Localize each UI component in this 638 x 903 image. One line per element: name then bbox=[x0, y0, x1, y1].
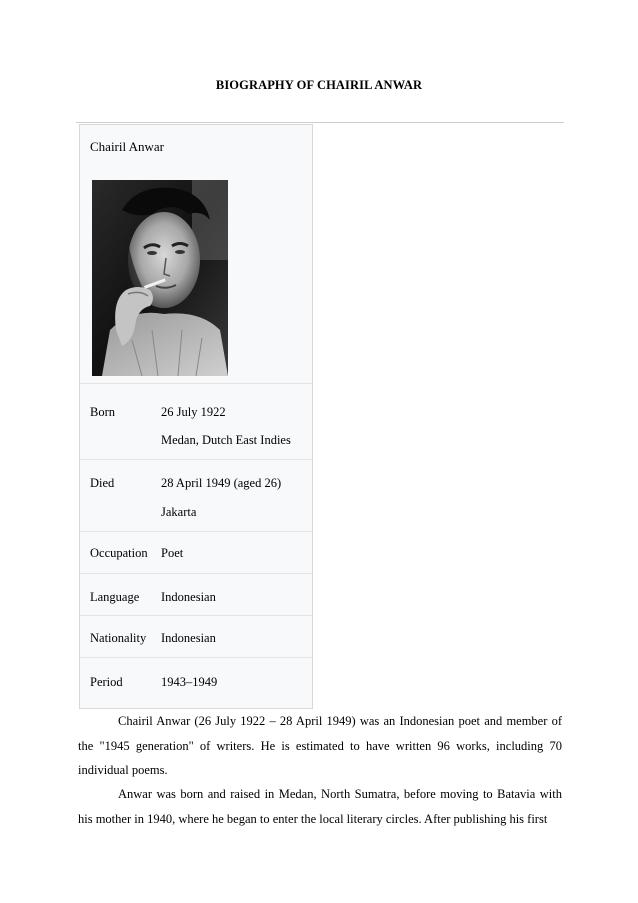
infobox-divider bbox=[80, 383, 312, 384]
infobox-divider bbox=[80, 573, 312, 574]
infobox-value-occupation: Poet bbox=[161, 546, 184, 560]
infobox-label-nationality: Nationality bbox=[90, 631, 147, 645]
body-paragraph bbox=[78, 709, 562, 783]
body-paragraph bbox=[78, 782, 562, 831]
infobox-value-born-date: 26 July 1922 bbox=[161, 405, 226, 419]
infobox-divider bbox=[80, 459, 312, 460]
infobox-value-born-place: Medan, Dutch East Indies bbox=[161, 433, 291, 447]
infobox-label-died: Died bbox=[90, 476, 115, 490]
infobox-value-died-date: 28 April 1949 (aged 26) bbox=[161, 476, 282, 490]
infobox-label-occupation: Occupation bbox=[90, 546, 148, 560]
infobox-divider bbox=[80, 657, 312, 658]
infobox-value-period: 1943–1949 bbox=[161, 675, 218, 689]
infobox bbox=[79, 124, 313, 709]
infobox-name: Chairil Anwar bbox=[90, 139, 165, 154]
page-title: BIOGRAPHY OF CHAIRIL ANWAR bbox=[215, 78, 423, 92]
infobox-label-language: Language bbox=[90, 590, 140, 604]
infobox-label-period: Period bbox=[90, 675, 123, 689]
portrait-photo bbox=[92, 180, 228, 376]
infobox-label-born: Born bbox=[90, 405, 115, 419]
body-paragraph-text: Anwar was born and raised in Medan, North Sumatra, before moving to Batavia with his mother in 1940, where he began to enter the local literary circles. After publishing his first bbox=[78, 787, 562, 826]
body-paragraph-text: Chairil Anwar (26 July 1922 – 28 April 1949) was an Indonesian poet and member of the "1945 generation" of writers. He is estimated to have written 96 works, including 70 individual poems. bbox=[78, 714, 562, 777]
infobox-value-nationality: Indonesian bbox=[161, 631, 216, 645]
infobox-value-died-place: Jakarta bbox=[161, 505, 197, 519]
header-divider bbox=[76, 122, 564, 123]
infobox-value-language: Indonesian bbox=[161, 590, 216, 604]
infobox-divider bbox=[80, 615, 312, 616]
infobox-divider bbox=[80, 531, 312, 532]
